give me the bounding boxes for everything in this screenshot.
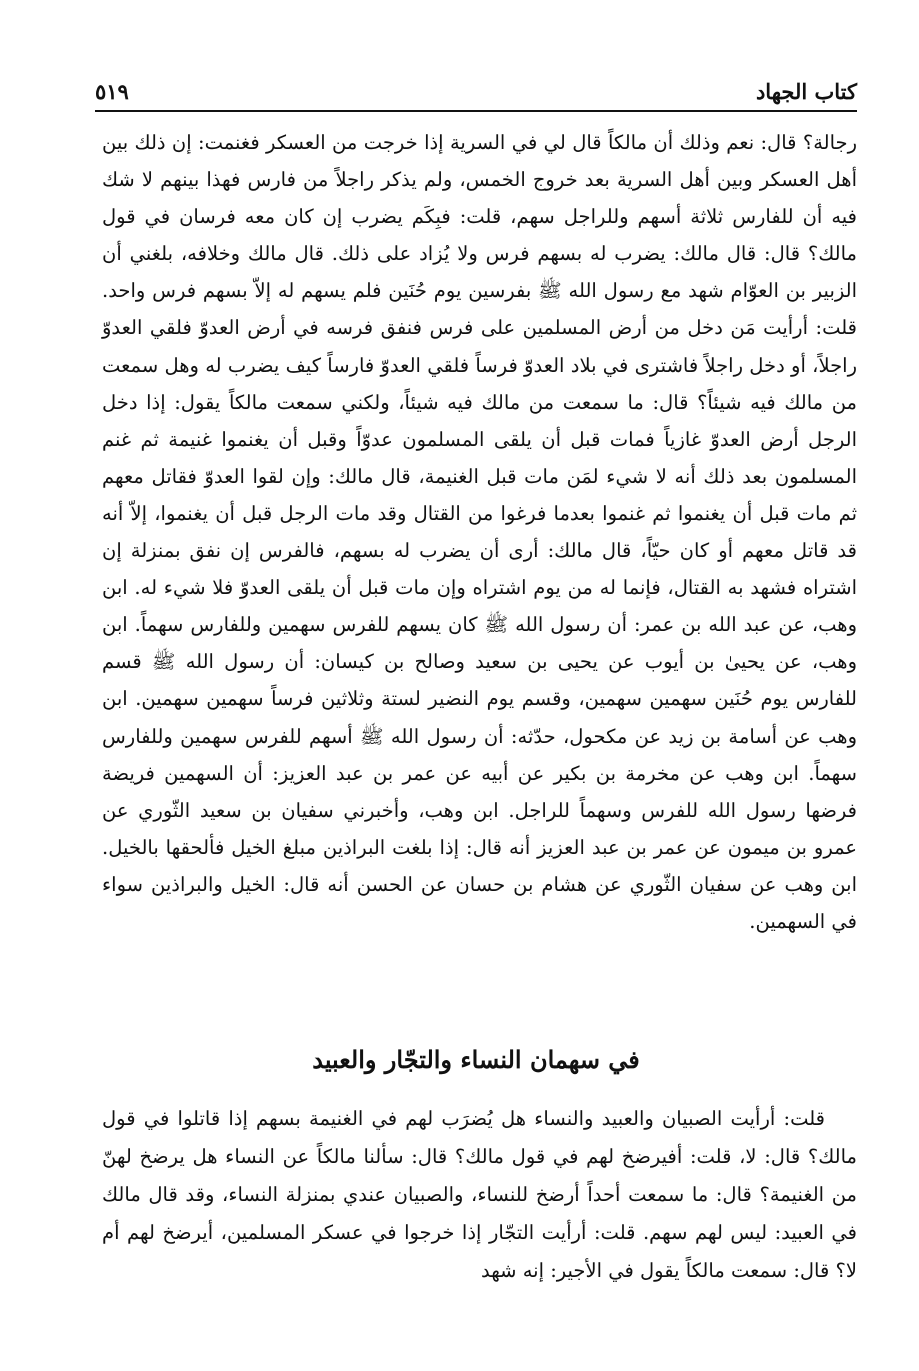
page-number: ٥١٩: [95, 79, 129, 104]
header-rule: [95, 110, 857, 112]
main-paragraph: رجالة؟ قال: نعم وذلك أن مالكاً قال لي في السرية إذا خرجت من العسكر فغنمت: إن ذلك بين أهل العسكر وبين أهل السرية بعد خروج الخمس، ولم يذكر راجلاً من فارس فهذا بينهم لا شك فيه أن للفارس ثلاثة أسهم وللراجل سهم، قلت: فبِكَم يضرب إن كان معه فرسان في قول مالك؟ قال: قال مالك: يضرب له بسهم فرس ولا يُزاد على ذلك. قال مالك وخلافه، بلغني أن الزبير بن العوّام شهد مع رسول الله ﷺ بفرسين يوم حُنَين فلم يسهم له إلاّ بسهم فرس واحد. قلت: أرأيت مَن دخل من أرض المسلمين على فرس فنفق فرسه في أرض العدوّ فلقي العدوّ راجلاً، أو دخل راجلاً فاشترى في بلاد العدوّ فرساً فلقي العدوّ فارساً كيف يضرب له وهل سمعت من مالك فيه شيئاً؟ قال: ما سمعت من مالك فيه شيئاً، ولكني سمعت مالكاً يقول: إذا دخل الرجل أرض العدوّ غازياً فمات قبل أن يلقى المسلمون عدوّاً وقبل أن يغنموا غنيمة ثم غنم المسلمون بعد ذلك أنه لا شيء لمَن مات قبل الغنيمة، قال مالك: وإن لقوا العدوّ فقاتل معهم ثم مات قبل أن يغنموا ثم غنموا بعدما فرغوا من القتال وقد مات الرجل قبل أن يغنموا، إلاّ أنه قد قاتل معهم أو كان حيّاً، قال مالك: أرى أن يضرب له بسهم، فالفرس إن نفق بمنزلة إن اشتراه فشهد به القتال، فإنما له من يوم اشتراه وإن مات قبل أن يلقى العدوّ فلا شيء له. ابن وهب، عن عبد الله بن عمر: أن رسول الله ﷺ كان يسهم للفرس سهمين وللفارس سهماً. ابن وهب، عن يحيىٰ بن أيوب عن يحيى بن سعيد وصالح بن كيسان: أن رسول الله ﷺ قسم للفارس يوم حُنَين سهمين سهمين، وقسم يوم النضير لستة وثلاثين فرساً سهمين سهمين. ابن وهب عن أسامة بن زيد عن مكحول، حدّثه: أن رسول الله ﷺ أسهم للفرس سهمين وللفارس سهماً. ابن وهب عن مخرمة بن بكير عن أبيه عن عمر بن عبد العزيز: أن السهمين فريضة فرضها رسول الله للفرس وسهماً للراجل. ابن وهب، وأخبرني سفيان بن سعيد الثّوري عن عمرو بن ميمون عن عمر بن عبد العزيز أنه قال: إذا بلغت البراذين مبلغ الخيل فألحقها بالخيل. ابن وهب عن سفيان الثّوري عن هشام بن حسان عن الحسن أنه قال: الخيل والبراذين سواء في السهمين.: [102, 131, 857, 933]
running-title: كتاب الجهاد: [755, 79, 857, 104]
section-paragraph: قلت: أرأيت الصبيان والعبيد والنساء هل يُضرَب لهم في الغنيمة بسهم إذا قاتلوا في قول مالك؟ قال: لا، قلت: أفيرضخ لهم في قول مالك؟ قال: سألنا مالكاً عن النساء هل يرضخ لهنّ من الغنيمة؟ قال: ما سمعت أحداً أرضخ للنساء، والصبيان عندي بمنزلة النساء، وقد قال مالك في العبيد: ليس لهم سهم. قلت: أرأيت التجّار إذا خرجوا في عسكر المسلمين، أيرضخ لهم أم لا؟ قال: سمعت مالكاً يقول في الأجير: إنه شهد: [102, 1107, 857, 1282]
main-text-block: [102, 124, 857, 940]
page-header: [95, 68, 857, 104]
section-heading: في سهمان النساء والتجّار والعبيد: [312, 1045, 640, 1074]
section-text-block: [102, 1100, 857, 1290]
